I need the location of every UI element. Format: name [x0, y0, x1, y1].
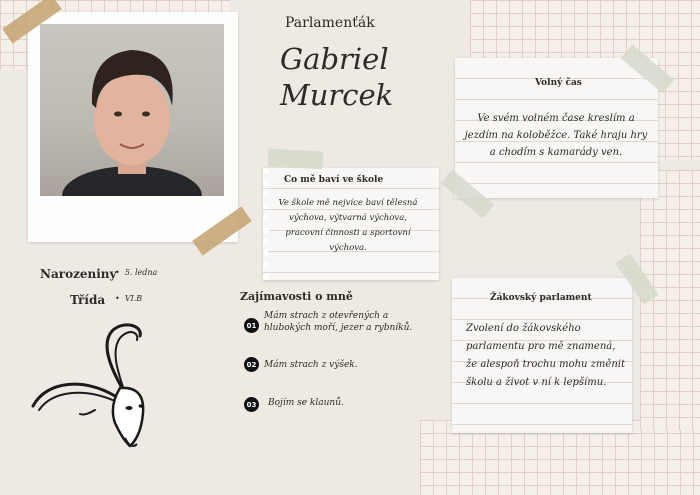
free-time-text: Ve svém volném čase kreslím a jezdím na koloběžce. Také hraju hry a chodím s kamarády ven.: [464, 113, 648, 158]
photo-frame: [28, 12, 238, 242]
tape-school-card: [268, 149, 324, 170]
profile-label: Parlamenťák: [285, 15, 375, 31]
fact-number-badge: 03: [244, 397, 259, 412]
birthday-value-row: [115, 268, 157, 277]
first-name: Gabriel: [280, 42, 389, 76]
parliament-text: Zvolení do žákovského parlamentu pro mě znamená, že alespoň trochu mohu změnit školu a život v ní k lepšímu.: [466, 323, 625, 388]
fact-number-badge: 01: [244, 318, 259, 333]
free-time-title: Volný čas: [535, 78, 582, 88]
school-title: Co mě baví ve škole: [284, 175, 384, 185]
class-label: Třída: [70, 293, 106, 307]
portrait-photo: [40, 24, 224, 196]
fact-item-2: Mám strach z výšek.: [264, 360, 358, 370]
capricorn-ibex-icon: [25, 318, 160, 453]
birthday-label: Narozeniny: [40, 267, 117, 281]
parliament-title: Žákovský parlament: [490, 293, 592, 303]
bullet-icon: •: [115, 268, 125, 277]
last-name: Murcek: [280, 78, 394, 112]
fact-number-badge: 02: [244, 357, 259, 372]
portrait-illustration: [40, 24, 224, 196]
bullet-icon: •: [115, 294, 125, 303]
birthday-value: 5. ledna: [124, 268, 158, 277]
fact-item-3: Bojím se klaunů.: [268, 398, 344, 408]
facts-title: Zajímavosti o mně: [240, 290, 353, 303]
fact-item-1: Mám strach z otevřených a hlubokých moří, jezer a rybníků.: [264, 311, 413, 333]
class-value-row: [115, 294, 142, 303]
school-text: Ve škole mě nejvíce baví tělesná výchova, výtvarná výchova, pracovní činnosti a sportovní výchova.: [278, 198, 418, 253]
class-value: VI.B: [124, 294, 143, 303]
